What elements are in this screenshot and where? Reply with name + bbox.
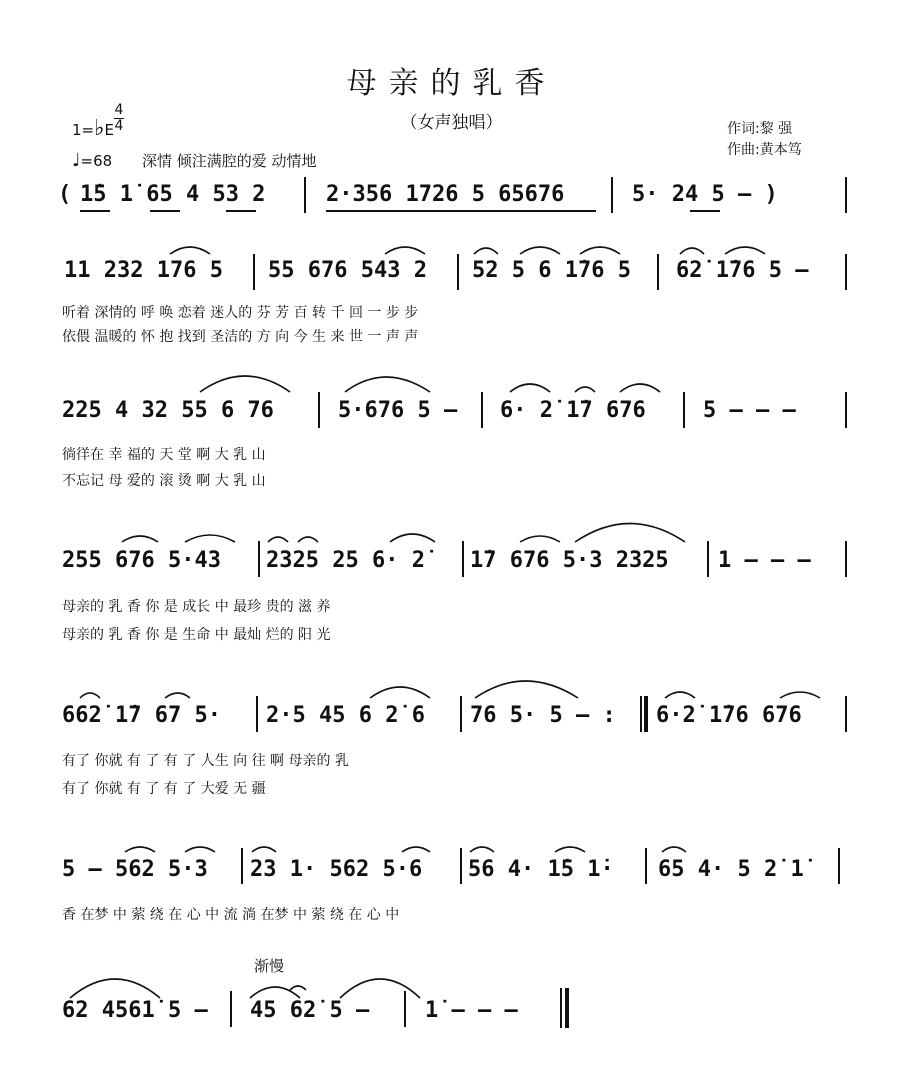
lyric-verse-2: 母亲的 乳 香 你 是 生命 中 最灿 烂的 阳 光 [62, 627, 331, 643]
row5-notes-d: 6·2̇ 1̇76 676 [656, 703, 802, 728]
lyric-line: 香 在梦 中 萦 绕 在 心 中 流 淌 在梦 中 萦 绕 在 心 中 [62, 907, 400, 923]
lyric-verse-1: 有了 你就 有 了 有 了 人生 向 往 啊 母亲的 乳 [62, 753, 349, 769]
lyric-verse-2: 依偎 温暖的 怀 抱 找到 圣洁的 方 向 今 生 来 世 一 声 声 [62, 329, 419, 345]
lyricist-credit: 作词:黎 强 [727, 121, 793, 137]
final-barline-thick [565, 988, 569, 1028]
lyric-verse-1: 听着 深情的 呼 唤 恋着 迷人的 芬 芳 百 转 千 回 一 步 步 [62, 305, 419, 321]
lyric-verse-2: 不忘记 母 爱的 滚 烫 啊 大 乳 山 [62, 473, 266, 489]
flat-symbol: ♭ [94, 116, 105, 141]
row5-notes-a: 662̇ 1̇7 67 5· [62, 703, 221, 728]
row4-notes-c: 1̇7 676 5·3 2325 [470, 548, 669, 573]
lyric-verse-2: 有了 你就 有 了 有 了 大爱 无 疆 [62, 781, 266, 797]
row4-notes-d: 1 – – – [718, 548, 811, 573]
row7-notes-a: 62 4561̇ 5 – [62, 998, 208, 1023]
lyric-verse-1: 徜徉在 幸 福的 天 堂 啊 大 乳 山 [62, 447, 266, 463]
row1-m2: 2·356 1726 5 65676 [326, 182, 565, 207]
row6-notes-d: 65 4· 5 2̇ 1̇ [658, 857, 804, 882]
row6-notes-a: 5 – 562 5·3 [62, 857, 208, 882]
row1-m3: 5· 24 5 – ) [632, 182, 778, 207]
row4-notes-b: 2325 25 6· 2̇ [266, 548, 425, 573]
row1-m1: 1̇5 1̇ 65 4 53 2 [80, 182, 266, 207]
row6-notes-c: 56 4· 1̇5 1̇· [468, 857, 614, 882]
row4-notes-a: 255 676 5·43 [62, 548, 221, 573]
tempo-value: =68 [80, 152, 113, 170]
key-prefix: 1= [72, 121, 95, 139]
row7-notes-b: 45 62̇ 5 – [250, 998, 370, 1023]
key-letter: E [104, 121, 114, 139]
page-title: 母亲的乳香 [346, 66, 557, 101]
expression-mark: 深情 倾注满腔的爱 动情地 [142, 152, 317, 170]
row5-notes-b: 2·5 45 6 2̇ 6 [266, 703, 425, 728]
time-bottom: 4 [114, 118, 124, 134]
row3-notes-c: 6· 2̇ 1̇7 676 [500, 398, 646, 423]
row3-notes-d: 5 – – – [703, 398, 796, 423]
row7-notes-c: 1̇ – – – [425, 998, 518, 1023]
row3-notes-a: 225 4 32 55 6 76 [62, 398, 274, 423]
page-subtitle: （女声独唱） [400, 113, 503, 133]
final-barline [560, 988, 562, 1028]
ritardando-mark: 渐慢 [254, 957, 285, 975]
row6-notes-b: 23 1· 562 5·6 [250, 857, 423, 882]
row2-notes-d: 62̇ 1̇76 5 – [676, 258, 809, 283]
time-top: 4 [114, 102, 124, 118]
row2-notes-c: 52 5 6 1̇76 5 [472, 258, 631, 283]
barline [230, 991, 232, 1027]
row2-notes-b: 55 676 543 2 [268, 258, 427, 283]
row2-notes: 11 232 176 5 [64, 258, 223, 283]
quarter-note-icon: ♩ [72, 150, 81, 171]
row5-notes-c: 76 5· 5 – : [470, 703, 616, 728]
row1-notes-a: ( [58, 182, 72, 207]
lyric-verse-1: 母亲的 乳 香 你 是 成长 中 最珍 贵的 滋 养 [62, 599, 331, 615]
row3-notes-b: 5·676 5 – [338, 398, 458, 423]
composer-credit: 作曲:黄本笃 [727, 142, 802, 158]
barline [404, 991, 406, 1027]
